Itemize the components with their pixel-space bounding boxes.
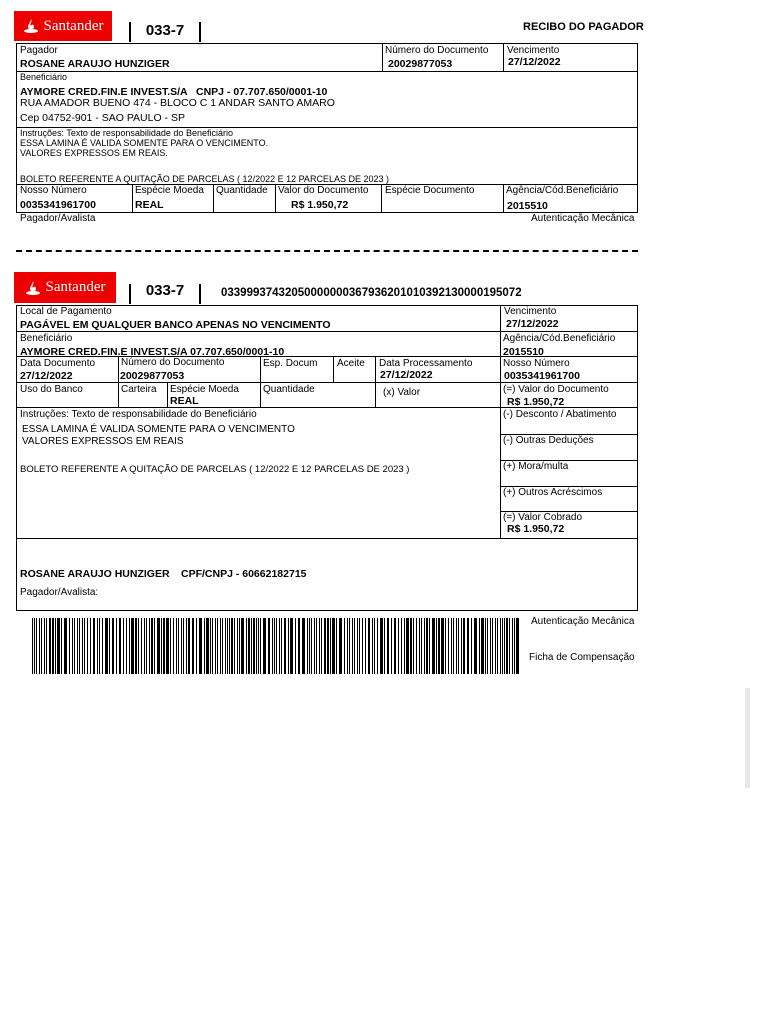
barcode-bar	[222, 618, 223, 674]
barcode-bar	[173, 618, 174, 674]
slip-beneficiario-label: Beneficiário	[20, 333, 73, 344]
barcode-bar	[79, 618, 80, 674]
slip-autenticacao-label: Autenticação Mecânica	[531, 616, 635, 627]
barcode-bar	[354, 618, 355, 674]
santander-logo-2	[14, 272, 116, 303]
slip-valor-doc-value: R$ 1.950,72	[507, 396, 565, 408]
barcode-bar	[268, 618, 270, 674]
barcode-bar	[192, 618, 194, 674]
barcode-bar	[307, 618, 308, 674]
flame-icon	[25, 280, 41, 296]
slip-especie-moeda-value: REAL	[170, 395, 199, 407]
barcode-bar	[330, 618, 331, 674]
barcode-bar	[241, 618, 244, 674]
pagador-value: ROSANE ARAUJO HUNZIGER	[20, 58, 170, 70]
barcode-bar	[481, 618, 484, 674]
barcode-bar	[102, 618, 103, 674]
barcode-bar	[416, 618, 417, 674]
barcode-bar	[36, 618, 37, 674]
slip-cpf-value: CPF/CNPJ - 60662182715	[181, 568, 307, 580]
barcode-bar	[146, 618, 147, 674]
outras-deducoes-label: (-) Outras Deduções	[503, 435, 594, 446]
barcode-bar	[438, 618, 440, 674]
avalista-label: Pagador/Avalista	[20, 213, 96, 224]
barcode-bar	[260, 618, 261, 674]
especie-moeda-value: REAL	[135, 199, 164, 211]
barcode-bar	[374, 618, 375, 674]
barcode-bar	[487, 618, 488, 674]
barcode-bar	[492, 618, 493, 674]
barcode-bar	[401, 618, 402, 674]
barcode-bar	[234, 618, 235, 674]
barcode-bar	[263, 618, 266, 674]
barcode-bar	[74, 618, 75, 674]
barcode-bar	[151, 618, 153, 674]
slip-nosso-numero-label: Nosso Número	[503, 358, 570, 369]
instrucao-3: BOLETO REFERENTE A QUITAÇÃO DE PARCELAS ( 12/2022 E 12 PARCELAS DE 2023 )	[20, 174, 389, 184]
barcode-bar	[352, 618, 353, 674]
barcode-bar	[272, 618, 273, 674]
barcode-bar	[506, 618, 508, 674]
local-value: PAGÁVEL EM QUALQUER BANCO APENAS NO VENCIMENTO	[20, 319, 331, 331]
ficha-label: Ficha de Compensação	[529, 652, 635, 663]
barcode-bar	[284, 618, 286, 674]
barcode-bar	[72, 618, 73, 674]
barcode	[32, 618, 520, 674]
slip-instrucoes-label: Instruções: Texto de responsabilidade do Beneficiário	[20, 409, 257, 420]
barcode-bar	[448, 618, 449, 674]
barcode-bar	[84, 618, 85, 674]
barcode-bar	[387, 618, 389, 674]
instrucao-1: ESSA LAMINA É VALIDA SOMENTE PARA O VENCIMENTO.	[20, 138, 269, 148]
valor-doc-value: R$ 1.950,72	[291, 199, 349, 211]
barcode-bar	[512, 618, 513, 674]
barcode-bar	[105, 618, 108, 674]
slip-agencia-label: Agência/Cód.Beneficiário	[503, 333, 616, 344]
barcode-bar	[166, 618, 169, 674]
barcode-bar	[467, 618, 469, 674]
barcode-bar	[229, 618, 230, 674]
barcode-bar	[39, 618, 40, 674]
vencimento-label: Vencimento	[507, 45, 560, 56]
barcode-bar	[429, 618, 430, 674]
barcode-bar	[176, 618, 177, 674]
barcode-bar	[227, 618, 228, 674]
barcode-bar	[514, 618, 515, 674]
linha-digitavel: 03399937432050000000367936201010392130000195072	[221, 287, 522, 299]
barcode-bar	[55, 618, 56, 674]
local-label: Local de Pagamento	[20, 306, 112, 317]
barcode-bar	[295, 618, 296, 674]
barcode-bar	[61, 618, 62, 674]
barcode-bar	[123, 618, 124, 674]
barcode-bar	[196, 618, 197, 674]
barcode-bar	[413, 618, 414, 674]
barcode-bar	[419, 618, 420, 674]
barcode-bar	[441, 618, 444, 674]
barcode-bar	[309, 618, 310, 674]
barcode-bar	[129, 618, 130, 674]
vencimento-value: 27/12/2022	[508, 56, 561, 68]
barcode-bar	[445, 618, 446, 674]
barcode-bar	[485, 618, 486, 674]
barcode-bar	[258, 618, 259, 674]
slip-nosso-numero-value: 0035341961700	[504, 370, 580, 382]
barcode-bar	[479, 618, 480, 674]
barcode-bar	[463, 618, 465, 674]
bank-code: 033-7	[129, 22, 201, 42]
slip-vencimento-label: Vencimento	[504, 306, 557, 317]
barcode-bar	[256, 618, 257, 674]
barcode-bar	[49, 618, 51, 674]
data-doc-label: Data Documento	[20, 358, 96, 369]
beneficiario-value: AYMORE CRED.FIN.E INVEST.S/A	[20, 86, 188, 98]
data-proc-value: 27/12/2022	[380, 369, 433, 381]
barcode-bar	[319, 618, 320, 674]
barcode-bar	[237, 618, 238, 674]
beneficiario-label: Beneficiário	[20, 72, 68, 82]
barcode-bar	[497, 618, 498, 674]
barcode-bar	[391, 618, 392, 674]
valor-doc-label: Valor do Documento	[278, 185, 369, 196]
data-doc-value: 27/12/2022	[20, 370, 73, 382]
barcode-bar	[163, 618, 165, 674]
barcode-bar	[90, 618, 91, 674]
barcode-bar	[116, 618, 117, 674]
barcode-bar	[210, 618, 211, 674]
barcode-bar	[365, 618, 366, 674]
agencia-value: 2015510	[507, 200, 548, 212]
barcode-bar	[170, 618, 171, 674]
barcode-bar	[138, 618, 139, 674]
slip-vencimento-value: 27/12/2022	[506, 318, 559, 330]
barcode-bar	[149, 618, 150, 674]
instrucoes-label: Instruções: Texto de responsabilidade do Beneficiário	[20, 128, 233, 138]
barcode-bar	[248, 618, 250, 674]
barcode-bar	[276, 618, 277, 674]
barcode-bar	[119, 618, 121, 674]
slip-instrucao-3: BOLETO REFERENTE A QUITAÇÃO DE PARCELAS ( 12/2022 E 12 PARCELAS DE 2023 )	[20, 464, 410, 475]
barcode-bar	[368, 618, 370, 674]
barcode-bar	[204, 618, 205, 674]
barcode-bar	[298, 618, 300, 674]
bank-code-2: 033-7	[129, 284, 201, 304]
barcode-bar	[336, 618, 337, 674]
valor-cobrado-label: (=) Valor Cobrado	[503, 512, 583, 523]
barcode-bar	[290, 618, 293, 674]
barcode-bar	[188, 618, 190, 674]
slip-instrucao-2: VALORES EXPRESSOS EM REAIS	[22, 436, 184, 447]
barcode-bar	[141, 618, 142, 674]
barcode-bar	[504, 618, 505, 674]
barcode-bar	[44, 618, 45, 674]
barcode-bar	[404, 618, 405, 674]
barcode-bar	[461, 618, 462, 674]
brand-name-2: Santander	[45, 279, 106, 295]
barcode-bar	[131, 618, 134, 674]
barcode-bar	[339, 618, 342, 674]
barcode-bar	[380, 618, 383, 674]
barcode-bar	[64, 618, 67, 674]
barcode-bar	[144, 618, 145, 674]
barcode-bar	[332, 618, 335, 674]
data-proc-label: Data Processamento	[379, 358, 473, 369]
barcode-bar	[456, 618, 457, 674]
barcode-bar	[239, 618, 240, 674]
barcode-bar	[112, 618, 114, 674]
barcode-bar	[215, 618, 216, 674]
barcode-bar	[253, 618, 255, 674]
especie-doc-label: Espécie Documento	[385, 185, 475, 196]
nosso-numero-label: Nosso Número	[20, 185, 87, 196]
barcode-bar	[206, 618, 209, 674]
slip-numero-doc-label: Número do Documento	[121, 357, 225, 368]
esp-doc-label: Esp. Docum	[263, 358, 318, 369]
barcode-bar	[82, 618, 83, 674]
barcode-bar	[46, 618, 47, 674]
barcode-bar	[77, 618, 78, 674]
mora-label: (+) Mora/multa	[503, 461, 569, 472]
barcode-bar	[274, 618, 275, 674]
slip-agencia-value: 2015510	[503, 346, 544, 358]
barcode-bar	[231, 618, 233, 674]
pagador-label: Pagador	[20, 45, 58, 56]
slip-beneficiario-value: AYMORE CRED.FIN.E INVEST.S/A 07.707.650/0001-10	[20, 346, 285, 358]
barcode-bar	[199, 618, 202, 674]
santander-logo	[14, 11, 112, 41]
barcode-bar	[451, 618, 452, 674]
barcode-bar	[225, 618, 226, 674]
barcode-bar	[349, 618, 350, 674]
barcode-bar	[410, 618, 412, 674]
barcode-bar	[516, 618, 519, 674]
barcode-bar	[384, 618, 385, 674]
barcode-bar	[324, 618, 326, 674]
barcode-bar	[186, 618, 187, 674]
barcode-bar	[344, 618, 345, 674]
barcode-bar	[311, 618, 312, 674]
barcode-bar	[97, 618, 98, 674]
nosso-numero-value: 0035341961700	[20, 199, 96, 211]
barcode-bar	[161, 618, 162, 674]
address-line-2: Cep 04752-901 - SAO PAULO - SP	[20, 112, 185, 124]
slip-especie-moeda-label: Espécie Moeda	[170, 384, 239, 395]
agencia-label: Agência/Cód.Beneficiário	[506, 185, 619, 196]
barcode-bar	[109, 618, 110, 674]
barcode-bar	[357, 618, 358, 674]
outros-acrescimos-label: (+) Outros Acréscimos	[503, 487, 603, 498]
barcode-bar	[327, 618, 329, 674]
barcode-bar	[220, 618, 221, 674]
barcode-bar	[500, 618, 501, 674]
barcode-bar	[69, 618, 70, 674]
barcode-bar	[52, 618, 54, 674]
barcode-bar	[316, 618, 317, 674]
barcode-bar	[372, 618, 373, 674]
barcode-bar	[432, 618, 435, 674]
numero-doc-label: Número do Documento	[385, 45, 489, 56]
barcode-bar	[99, 618, 100, 674]
barcode-bar	[57, 618, 60, 674]
barcode-bar	[314, 618, 315, 674]
aceite-label: Aceite	[337, 358, 365, 369]
valor-cobrado-value: R$ 1.950,72	[507, 523, 565, 535]
autenticacao-label: Autenticação Mecânica	[531, 213, 635, 224]
barcode-bar	[246, 618, 247, 674]
desconto-label: (-) Desconto / Abatimento	[503, 409, 617, 420]
barcode-bar	[32, 618, 33, 674]
barcode-bar	[87, 618, 88, 674]
receipt-title: RECIBO DO PAGADOR	[523, 21, 644, 33]
barcode-bar	[426, 618, 428, 674]
barcode-bar	[424, 618, 425, 674]
slip-quantidade-label: Quantidade	[263, 384, 315, 395]
barcode-bar	[281, 618, 282, 674]
barcode-bar	[406, 618, 409, 674]
scrollbar[interactable]	[745, 688, 750, 788]
address-line-1: RUA AMADOR BUENO 474 - BLOCO C 1 ANDAR SANTO AMARO	[20, 97, 335, 109]
barcode-bar	[217, 618, 218, 674]
barcode-bar	[157, 618, 160, 674]
barcode-bar	[509, 618, 510, 674]
barcode-bar	[490, 618, 491, 674]
barcode-bar	[471, 618, 472, 674]
barcode-bar	[502, 618, 503, 674]
barcode-bar	[288, 618, 289, 674]
barcode-bar	[212, 618, 213, 674]
especie-moeda-label: Espécie Moeda	[135, 185, 204, 196]
cut-line	[16, 250, 638, 252]
barcode-bar	[126, 618, 127, 674]
barcode-bar	[398, 618, 399, 674]
instrucao-2: VALORES EXPRESSOS EM REAIS.	[20, 148, 168, 158]
barcode-bar	[453, 618, 454, 674]
barcode-bar	[279, 618, 280, 674]
barcode-bar	[302, 618, 305, 674]
barcode-bar	[178, 618, 179, 674]
barcode-bar	[154, 618, 155, 674]
barcode-bar	[436, 618, 437, 674]
barcode-bar	[34, 618, 35, 674]
uso-banco-label: Uso do Banco	[20, 384, 83, 395]
barcode-bar	[347, 618, 348, 674]
brand-name: Santander	[43, 17, 104, 34]
numero-doc-value: 20029877053	[388, 58, 453, 70]
slip-valor-doc-label: (=) Valor do Documento	[503, 384, 609, 395]
barcode-bar	[41, 618, 42, 674]
valor-x-label: (x) Valor	[383, 387, 421, 398]
quantidade-label: Quantidade	[216, 185, 268, 196]
barcode-bar	[394, 618, 396, 674]
barcode-bar	[458, 618, 459, 674]
slip-pagador-value: ROSANE ARAUJO HUNZIGER	[20, 568, 170, 580]
barcode-bar	[321, 618, 322, 674]
barcode-bar	[377, 618, 378, 674]
barcode-bar	[135, 618, 137, 674]
barcode-bar	[474, 618, 477, 674]
barcode-bar	[421, 618, 422, 674]
slip-avalista-label: Pagador/Avalista:	[20, 587, 99, 598]
cnpj-value: CNPJ - 07.707.650/0001-10	[196, 86, 328, 98]
barcode-bar	[93, 618, 95, 674]
barcode-bar	[495, 618, 496, 674]
slip-instrucao-1: ESSA LAMINA É VALIDA SOMENTE PARA O VENCIMENTO	[22, 424, 295, 435]
barcode-bar	[362, 618, 363, 674]
carteira-label: Carteira	[121, 384, 157, 395]
barcode-bar	[251, 618, 252, 674]
barcode-bar	[183, 618, 184, 674]
slip-numero-doc-value: 20029877053	[120, 370, 185, 382]
flame-icon	[23, 18, 39, 34]
barcode-bar	[359, 618, 360, 674]
barcode-bar	[181, 618, 182, 674]
